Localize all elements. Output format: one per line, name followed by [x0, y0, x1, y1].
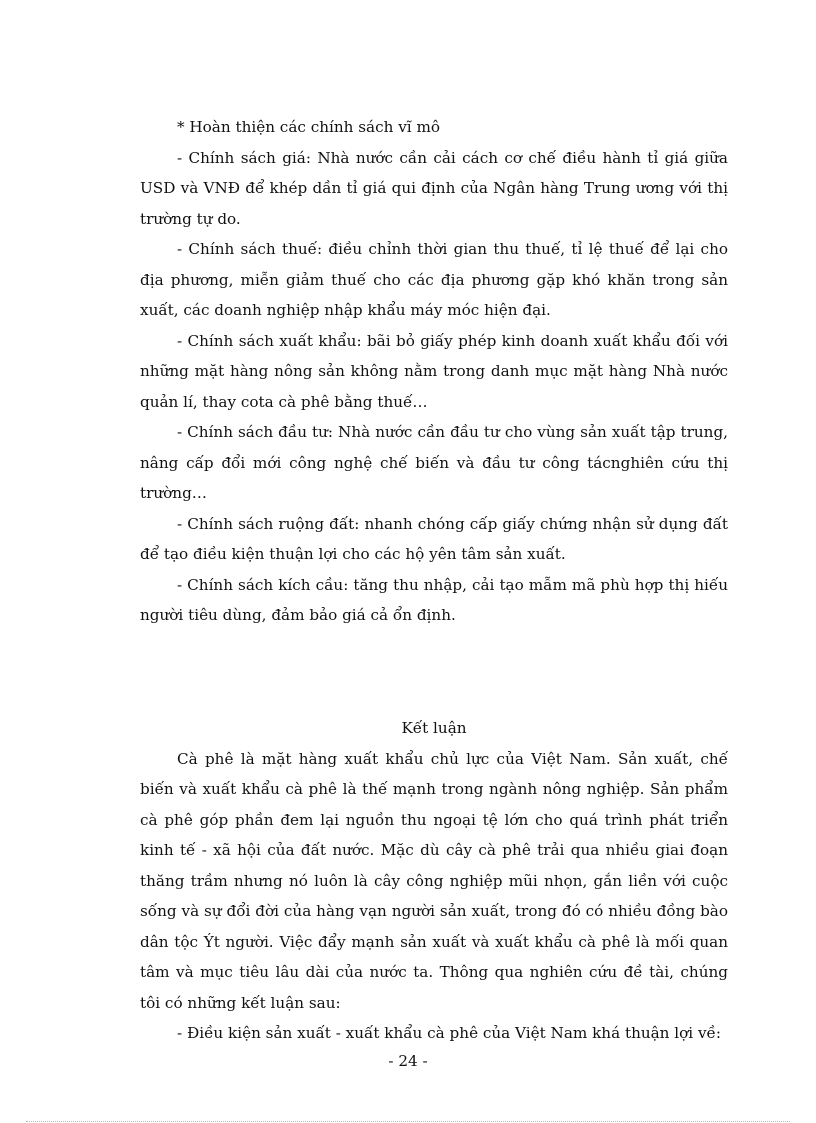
section-heading: * Hoàn thiện các chính sách vĩ mô — [177, 118, 441, 136]
conditions-paragraph: - Điều kiện sản xuất - xuất khẩu cà phê của Việt Nam khá thuận lợi về: — [177, 1024, 722, 1042]
conclusion-section — [140, 713, 728, 1049]
land-policy-paragraph: - Chính sách ruộng đất: nhanh chóng cấp giấy chứng nhận sử dụng đất để tạo điều kiện thuận lợi cho các hộ yên tâm sản xuất. — [140, 514, 728, 563]
price-policy-paragraph: - Chính sách giá: Nhà nước cần cải cách cơ chế điều hành tỉ giá giữa USD và VNĐ để khép dần tỉ giá qui định của Ngân hàng Trung ương với thị trường tự do. — [140, 148, 728, 228]
conclusion-title: Kết luận — [401, 719, 467, 737]
conclusion-paragraph: Cà phê là mặt hàng xuất khẩu chủ lực của Việt Nam. Sản xuất, chế biến và xuất khẩu cà phê là thế mạnh trong ngành nông nghiệp. Sản phẩm cà phê góp phần đem lại nguồn thu ngoại tệ lớn cho quá trình phát triển kinh tế - xã hội của đất nước. Mặc dù cây cà phê trải qua nhiều giai đoạn thăng trầm nhưng nó luôn là cây công nghiệp mũi nhọn, gắn liền với cuộc sống và sự đổi đời của hàng vạn người sản xuất, trong đó có nhiều đồng bào dân tộc Ýt người. Việc đẩy mạnh sản xuất và xuất khẩu cà phê là mối quan tâm và mục tiêu lâu dài của nước ta. Thông qua nghiên cứu đề tài, chúng tôi có những kết luận sau: — [140, 749, 728, 1012]
tax-policy-paragraph: - Chính sách thuế: điều chỉnh thời gian thu thuế, tỉ lệ thuế để lại cho địa phương, miễn giảm thuế cho các địa phương gặp khó khăn trong sản xuất, các doanh nghiệp nhập khẩu máy móc hiện đại. — [140, 240, 728, 319]
macro-policy-section — [140, 112, 728, 631]
page-bottom-divider — [26, 1121, 790, 1122]
investment-policy-paragraph: - Chính sách đầu tư: Nhà nước cần đầu tư cho vùng sản xuất tập trung, nâng cấp đổi mới công nghệ chế biến và đầu tư công tácnghiên cứu thị trường… — [140, 423, 728, 502]
page-number: - 24 - — [388, 1052, 428, 1070]
demand-stimulus-policy-paragraph: - Chính sách kích cầu: tăng thu nhập, cải tạo mẫm mã phù hợp thị hiếu người tiêu dùng, đảm bảo giá cả ổn định. — [140, 575, 728, 624]
export-policy-paragraph: - Chính sách xuất khẩu: bãi bỏ giấy phép kinh doanh xuất khẩu đối với những mặt hàng nông sản không nằm trong danh mục mặt hàng Nhà nước quản lí, thay cota cà phê bằng thuế… — [140, 331, 728, 411]
